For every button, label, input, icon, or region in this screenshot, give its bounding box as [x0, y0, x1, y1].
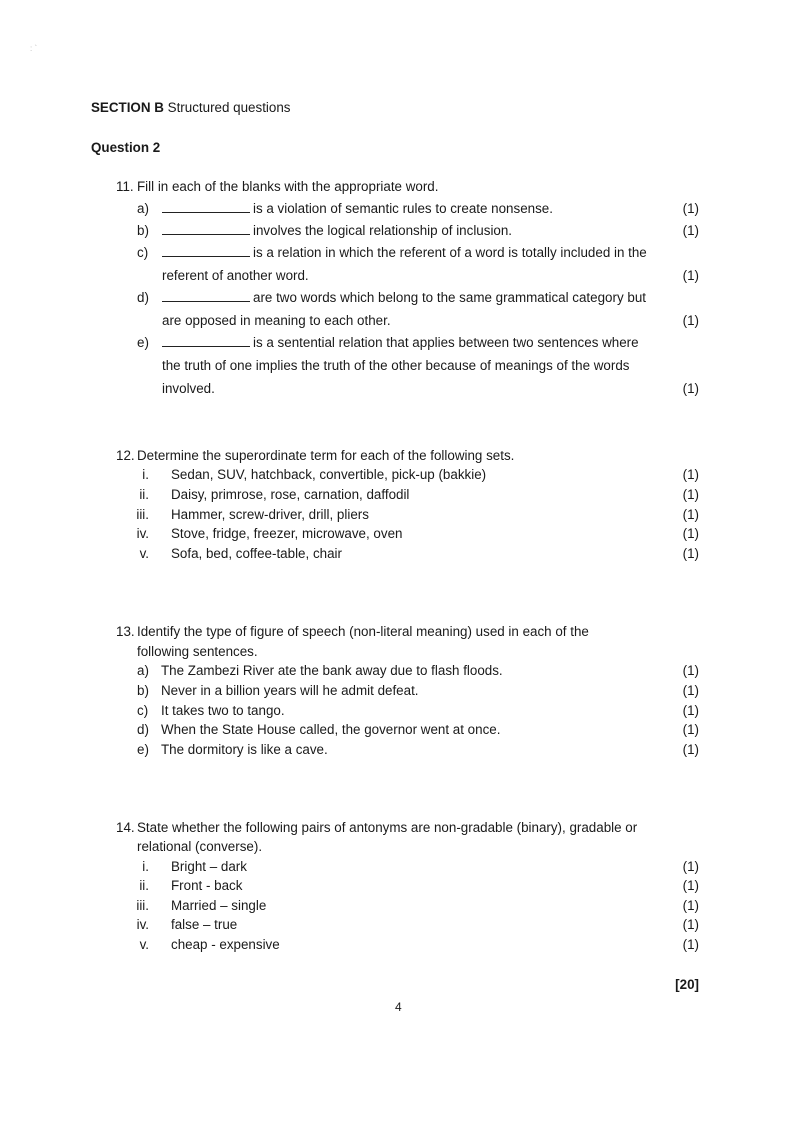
- item-label: b): [137, 683, 149, 698]
- item-text: Never in a billion years will he admit defeat.: [161, 683, 419, 698]
- question-number: 13.: [116, 624, 135, 639]
- answer-blank: [162, 289, 250, 302]
- answer-blank: [162, 334, 250, 347]
- item-mark: (1): [682, 742, 699, 757]
- question-number: 12.: [116, 448, 135, 463]
- item-mark: (1): [682, 859, 699, 874]
- item-mark: (1): [682, 917, 699, 932]
- item-mark: (1): [682, 878, 699, 893]
- item-mark: (1): [682, 467, 699, 482]
- question-number: 14.: [116, 820, 135, 835]
- item-text: [162, 200, 553, 218]
- item-label: a): [137, 663, 149, 678]
- item-text: Hammer, screw-driver, drill, pliers: [171, 507, 369, 522]
- item-mark: (1): [682, 313, 699, 328]
- item-text: [162, 312, 391, 330]
- item-mark: (1): [682, 223, 699, 238]
- item-letter: b): [137, 223, 149, 238]
- item-mark: (1): [682, 898, 699, 913]
- item-label: d): [137, 722, 149, 737]
- item-text: cheap - expensive: [171, 937, 280, 952]
- item-letter: d): [137, 290, 149, 305]
- item-mark: (1): [682, 546, 699, 561]
- item-text-line: are opposed in meaning to each other.: [162, 313, 391, 328]
- item-text: The Zambezi River ate the bank away due to flash floods.: [161, 663, 503, 678]
- scan-speck: : `: [30, 44, 38, 53]
- item-text: false – true: [171, 917, 238, 932]
- item-label: ii.: [139, 487, 149, 502]
- question-stem: following sentences.: [137, 644, 258, 659]
- question-stem: Determine the superordinate term for each of the following sets.: [137, 448, 515, 463]
- item-text-line: is a relation in which the referent of a word is totally included in the: [253, 245, 647, 260]
- item-letter: e): [137, 335, 149, 350]
- item-text: The dormitory is like a cave.: [161, 742, 328, 757]
- item-label: v.: [139, 546, 149, 561]
- item-text-line: the truth of one implies the truth of the other because of meanings of the words: [162, 358, 630, 373]
- item-label: iii.: [136, 507, 149, 522]
- section-heading: [91, 99, 290, 117]
- item-mark: (1): [682, 381, 699, 396]
- item-label: iv.: [136, 917, 149, 932]
- item-mark: (1): [682, 526, 699, 541]
- item-text: When the State House called, the governor went at once.: [161, 722, 501, 737]
- question-stem: relational (converse).: [137, 839, 263, 854]
- item-mark: (1): [682, 683, 699, 698]
- item-text: Sedan, SUV, hatchback, convertible, pick-up (bakkie): [171, 467, 487, 482]
- item-label: v.: [139, 937, 149, 952]
- question-stem: State whether the following pairs of antonyms are non-gradable (binary), gradable or: [137, 820, 638, 835]
- item-mark: (1): [682, 703, 699, 718]
- item-text: Bright – dark: [171, 859, 247, 874]
- item-mark: (1): [682, 268, 699, 283]
- question-title: Question 2: [91, 140, 161, 155]
- item-text: [162, 244, 647, 262]
- question-number: 11.: [116, 179, 134, 194]
- item-text: Stove, fridge, freezer, microwave, oven: [171, 526, 403, 541]
- item-mark: (1): [682, 201, 699, 216]
- item-mark: (1): [682, 937, 699, 952]
- item-text: Front - back: [171, 878, 243, 893]
- answer-blank: [162, 222, 250, 235]
- item-label: i.: [142, 859, 149, 874]
- item-mark: (1): [682, 722, 699, 737]
- answer-blank: [162, 244, 250, 257]
- item-label: e): [137, 742, 149, 757]
- answer-blank: [162, 200, 250, 213]
- item-text: [162, 289, 646, 307]
- item-mark: (1): [682, 507, 699, 522]
- item-text: Sofa, bed, coffee-table, chair: [171, 546, 342, 561]
- question-stem: Identify the type of figure of speech (non-literal meaning) used in each of the: [137, 624, 589, 639]
- item-text-line: is a violation of semantic rules to create nonsense.: [253, 201, 553, 216]
- item-text: [162, 334, 639, 352]
- item-text: It takes two to tango.: [161, 703, 285, 718]
- item-text: Married – single: [171, 898, 267, 913]
- total-marks: [20]: [675, 977, 699, 992]
- section-title: Structured questions: [167, 100, 291, 115]
- item-text-line: are two words which belong to the same grammatical category but: [253, 290, 646, 305]
- item-text-line: involved.: [162, 381, 215, 396]
- item-text: [162, 380, 215, 398]
- item-text: [162, 357, 629, 375]
- section-label: SECTION B: [91, 100, 164, 115]
- item-text-line: is a sentential relation that applies between two sentences where: [253, 335, 639, 350]
- page-number: 4: [395, 1000, 402, 1014]
- item-text: [162, 267, 309, 285]
- item-label: iii.: [136, 898, 149, 913]
- item-text: Daisy, primrose, rose, carnation, daffodil: [171, 487, 410, 502]
- item-mark: (1): [682, 663, 699, 678]
- item-text: [162, 222, 512, 240]
- item-label: ii.: [139, 878, 149, 893]
- item-label: c): [137, 703, 149, 718]
- item-letter: a): [137, 201, 149, 216]
- item-text-line: involves the logical relationship of inclusion.: [253, 223, 513, 238]
- item-label: iv.: [136, 526, 149, 541]
- item-label: i.: [142, 467, 149, 482]
- item-text-line: referent of another word.: [162, 268, 309, 283]
- question-stem: Fill in each of the blanks with the appropriate word.: [137, 179, 439, 194]
- item-mark: (1): [682, 487, 699, 502]
- item-letter: c): [137, 245, 149, 260]
